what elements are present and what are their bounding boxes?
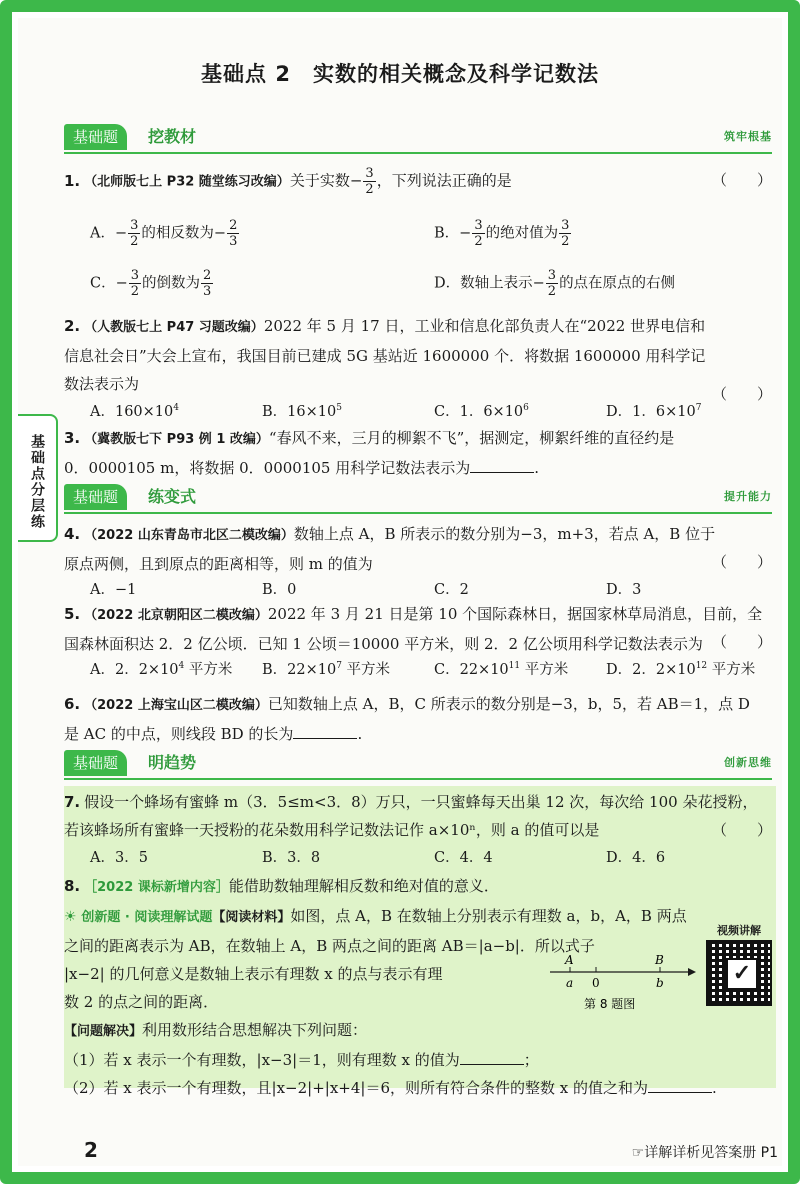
page-title: 基础点 2 实数的相关概念及科学记数法 <box>201 62 599 86</box>
curriculum-tag: ［2022 课标新增内容］ <box>84 880 229 895</box>
option-b[interactable]: B．3．8 <box>262 850 321 866</box>
section-header-2 <box>64 482 772 514</box>
question-number: 8. <box>64 877 81 895</box>
question-number: 7. <box>64 793 81 811</box>
qr-code-block[interactable] <box>706 922 772 1006</box>
question-text: 假设一个蜂场有蜜蜂 m（3．5≤m<3．8）万只，一只蜜蜂每天出巢 12 次，每次给 100 朵花授粉， <box>84 793 758 811</box>
option-a[interactable]: A．$160\times 10^4$ <box>90 403 179 420</box>
question-text: 已知数轴上点 A，B，C 所表示的数分别是−3，b，5，若 AB＝1，点 D <box>267 695 750 713</box>
question-source: （2022 北京朝阳区二模改编） <box>84 608 268 623</box>
question-source: （北师版七上 P32 随堂练习改编） <box>84 174 290 190</box>
question-1 <box>64 166 776 197</box>
question-number: 6. <box>64 695 81 713</box>
section-motto: 筑牢根基 <box>724 130 772 143</box>
section-header-1 <box>64 122 772 154</box>
option-a[interactable]: A．3．5 <box>90 850 148 866</box>
reading-label: 【阅读材料】 <box>212 910 291 925</box>
section-motto: 提升能力 <box>724 490 772 503</box>
section-header-3 <box>64 748 772 780</box>
answer-paren[interactable]: （ ） <box>711 385 772 403</box>
innovation-tag: 创新题 · 阅读理解试题 <box>81 910 213 925</box>
sub-question-2: （2）若 x 表示一个有理数，且|x−2|+|x+4|＝6，则所有符合条件的整数 x 的值之和为 <box>64 1079 649 1097</box>
question-text: 如图，点 A，B 在数轴上分别表示有理数 a，b，A，B 两点 <box>290 907 687 925</box>
question-text: 国森林面积达 2．2 亿公顷．已知 1 公顷＝10000 平方米，则 2．2 亿公顷用科学记数法表示为 <box>64 635 703 653</box>
option-d[interactable]: D．4．6 <box>606 850 666 866</box>
axis-arrow <box>688 968 696 976</box>
number-line-figure <box>548 950 698 1014</box>
question-number: 2. <box>64 317 81 335</box>
section-name: 明趋势 <box>148 753 197 772</box>
solve-label: 【问题解决】 <box>64 1024 143 1039</box>
question-text: |x−2| 的几何意义是数轴上表示有理数 x 的点与表示有理 <box>64 965 443 983</box>
question-number: 4. <box>64 525 81 543</box>
answer-paren[interactable]: （ ） <box>711 553 772 571</box>
question-text: 利用数形结合思想解决下列问题： <box>142 1021 368 1039</box>
qr-code-icon[interactable] <box>706 940 772 1006</box>
question-7 <box>64 788 776 844</box>
question-number: 1. <box>64 171 81 190</box>
question-text: 之间的距离表示为 AB，在数轴上 A，B 两点之间的距离 AB＝|a−b|．所以式子 <box>64 937 595 955</box>
question-2 <box>64 312 776 403</box>
answer-reference[interactable]: ☞详解详析见答案册 P1 <box>631 1145 778 1161</box>
fraction: $\frac{3}{2}$ <box>365 166 374 197</box>
question-text: 是 AC 的中点，则线段 BD 的长为 <box>64 725 294 743</box>
section-tag: 基础题 <box>64 124 127 150</box>
option-d[interactable]: D．3 <box>606 582 642 598</box>
answer-blank[interactable] <box>293 724 357 739</box>
question-source: （人教版七上 P47 习题改编） <box>84 320 264 335</box>
question-number: 3. <box>64 429 81 447</box>
option-d[interactable]: D．1．$6\times 10^7$ <box>606 403 702 420</box>
answer-blank[interactable] <box>460 1050 524 1065</box>
option-b[interactable]: B．$22\times 10^7$ 平方米 <box>262 661 391 678</box>
option-b[interactable]: B．0 <box>262 582 297 598</box>
question-number: 5. <box>64 605 81 623</box>
question-source: （冀教版七下 P93 例 1 改编） <box>84 432 269 447</box>
section-motto: 创新思维 <box>724 756 772 769</box>
question-text: ，下列说法正确的是 <box>376 171 512 190</box>
section-tag: 基础题 <box>64 484 127 510</box>
question-text: “春风不来，三月的柳絮不飞”，据测定，柳絮纤维的直径约是 <box>268 429 675 447</box>
question-6: 6. （2022 上海宝山区二模改编）已知数轴上点 A，B，C 所表示的数分别是−3，b，5，若 AB＝1，点 D 是 AC 的中点，则线段 BD 的长为 . <box>64 695 750 743</box>
question-text: 数法表示为 <box>64 375 140 393</box>
answer-paren[interactable]: （ ） <box>711 633 772 651</box>
question-text: 信息社会日”大会上宣布，我国目前已建成 5G 基站近 1600000 个．将数据 1600000 用科学记 <box>64 347 706 365</box>
question-text: 能借助数轴理解相反数和绝对值的意义． <box>228 877 499 895</box>
sub-question-1: （1）若 x 表示一个有理数，|x−3|＝1，则有理数 x 的值为 <box>64 1051 460 1069</box>
option-c[interactable]: C．1．$6\times 10^6$ <box>434 403 529 420</box>
answer-blank[interactable] <box>648 1078 712 1093</box>
check-icon: ✓ <box>726 958 758 990</box>
option-a[interactable]: A．2．$2\times 10^4$ 平方米 <box>90 661 233 678</box>
option-d[interactable]: D．2．$2\times 10^{12}$ 平方米 <box>606 661 756 678</box>
question-text: 2022 年 3 月 21 日是第 10 个国际森林日，据国家林草局消息，目前，全 <box>267 605 763 623</box>
section-name: 练变式 <box>148 487 197 506</box>
question-3: 3. （冀教版七下 P93 例 1 改编）“春风不来，三月的柳絮不飞”，据测定，柳絮纤维的直径约是 0．0000105 m，将数据 0．0000105 用科学记数法表示为 . <box>64 429 675 477</box>
option-c[interactable]: C．− $\frac{3}{2}$ 的倒数为 $\frac{2}{3}$ <box>90 268 212 299</box>
label-b: b <box>656 976 664 990</box>
option-b[interactable]: B．− $\frac{3}{2}$ 的绝对值为 $\frac{3}{2}$ <box>434 218 570 249</box>
question-text: 数轴上点 A，B 所表示的数分别为−3，m+3，若点 A，B 位于 <box>293 525 716 543</box>
option-a[interactable]: A．− $\frac{3}{2}$ 的相反数为− $\frac{2}{3}$ <box>90 218 238 249</box>
page-number: 2 <box>84 1138 98 1162</box>
section-name: 挖教材 <box>148 127 197 146</box>
question-text: 原点两侧，且到原点的距离相等，则 m 的值为 <box>64 555 373 573</box>
label-B: B <box>655 953 664 967</box>
side-tab[interactable]: 基础点分层练 <box>18 414 58 542</box>
label-A: A <box>565 953 574 967</box>
option-d[interactable]: D．数轴上表示− $\frac{3}{2}$ 的点在原点的右侧 <box>434 268 676 299</box>
lightbulb-icon: ☀ <box>64 909 77 925</box>
label-a: a <box>566 976 574 990</box>
question-text: 关于实数 <box>289 171 350 190</box>
option-c[interactable]: C．2 <box>434 582 469 598</box>
question-8: 8. ［2022 课标新增内容］能借助数轴理解相反数和绝对值的意义． ☀ 创新题 · 阅读理解试题【阅读材料】如图，点 A，B 在数轴上分别表示有理数 a，b，A，B 两点 之间的距离表示为 AB，在数轴上 A，B 两点之间的距离 AB＝|a−b|．所以式子 |x−2| 的几何意义是数轴上表示有理数 x 的点与表示有理 数 2 的点之间的距离． 【问题解决】利用数形结合思想解决下列问题： （1）若 x 表示一个有理数，|x−3|＝1，则有理数 x 的值为 ； （2）若 x 表示一个有理数，且|x−2|+|x+4|＝6，则所有符合条件的整数 x 的值之和为 . <box>64 877 717 1097</box>
question-source: （2022 上海宝山区二模改编） <box>84 698 268 713</box>
answer-paren[interactable]: （ ） <box>711 171 772 189</box>
option-c[interactable]: C．$22\times 10^{11}$ 平方米 <box>434 661 569 678</box>
question-text: 0．0000105 m，将数据 0．0000105 用科学记数法表示为 <box>64 459 471 477</box>
question-source: （2022 山东青岛市北区二模改编） <box>84 528 294 543</box>
option-a[interactable]: A．−1 <box>90 582 137 598</box>
question-text: 若该蜂场所有蜜蜂一天授粉的花朵数用科学记数法记作 a×10ⁿ，则 a 的值可以是 <box>64 821 600 839</box>
answer-blank[interactable] <box>470 458 534 473</box>
label-zero: 0 <box>592 976 600 990</box>
question-4 <box>64 520 776 578</box>
answer-paren[interactable]: （ ） <box>711 821 772 839</box>
qr-label: 视频讲解 <box>717 924 761 937</box>
question-5 <box>64 600 776 658</box>
section-tag: 基础题 <box>64 750 127 776</box>
minus-sign: − <box>349 171 363 190</box>
question-text: 数 2 的点之间的距离． <box>64 993 219 1011</box>
question-text: 2022 年 5 月 17 日，工业和信息化部负责人在“2022 世界电信和 <box>263 317 706 335</box>
option-b[interactable]: B．$16\times 10^5$ <box>262 403 342 420</box>
option-c[interactable]: C．4．4 <box>434 850 493 866</box>
figure-caption: 第 8 题图 <box>584 997 636 1011</box>
